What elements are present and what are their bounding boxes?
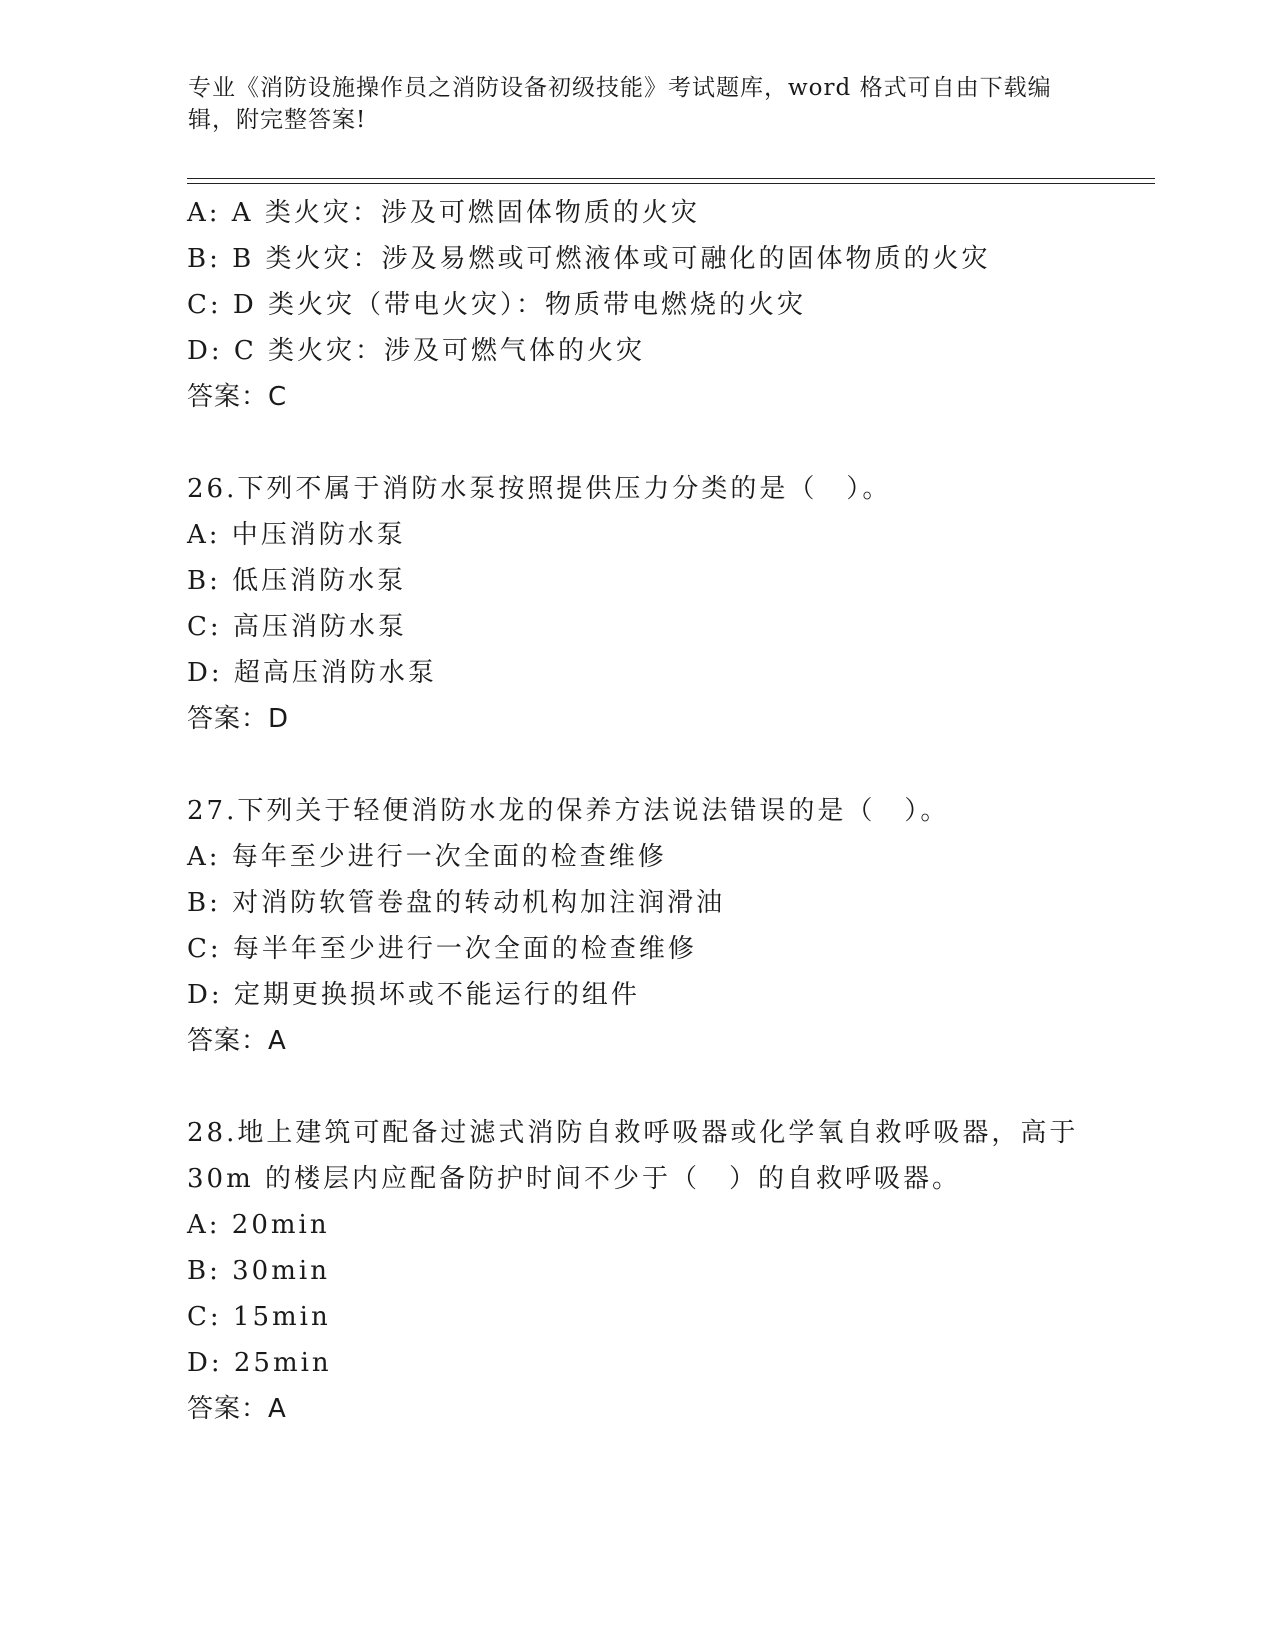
option-c: C: 15min	[187, 1302, 331, 1332]
header-divider-bottom	[187, 183, 1155, 184]
question-stem-line-1: 28.地上建筑可配备过滤式消防自救呼吸器或化学氧自救呼吸器，高于	[187, 1118, 1079, 1148]
option-c: C: 每半年至少进行一次全面的检查维修	[187, 934, 697, 964]
header-divider-top	[187, 178, 1155, 179]
option-d: D: 定期更换损坏或不能运行的组件	[187, 980, 640, 1010]
answer: 答案：A	[187, 1394, 287, 1424]
answer: 答案：A	[187, 1026, 287, 1056]
option-a: A: A 类火灾：涉及可燃固体物质的火灾	[187, 198, 700, 228]
answer: 答案：C	[187, 382, 288, 412]
option-b: B: B 类火灾：涉及易燃或可燃液体或可融化的固体物质的火灾	[187, 244, 991, 274]
question-stem: 27.下列关于轻便消防水龙的保养方法说法错误的是（ ）。	[187, 796, 950, 826]
question-list	[187, 190, 1087, 1432]
question-stem: 26.下列不属于消防水泵按照提供压力分类的是（ ）。	[187, 474, 892, 504]
option-d: D: 超高压消防水泵	[187, 658, 437, 688]
option-b: B: 对消防软管卷盘的转动机构加注润滑油	[187, 888, 726, 918]
question-26	[187, 466, 1087, 742]
option-a: A: 每年至少进行一次全面的检查维修	[187, 842, 667, 872]
option-c: C: 高压消防水泵	[187, 612, 407, 642]
answer: 答案：D	[187, 704, 290, 734]
document-header: 专业《消防设施操作员之消防设备初级技能》考试题库，word 格式可自由下载编辑，附完整答案!	[188, 75, 1052, 133]
question-stem-line-2: 30m 的楼层内应配备防护时间不少于（ ）的自救呼吸器。	[187, 1164, 962, 1194]
option-c: C: D 类火灾（带电火灾）：物质带电燃烧的火灾	[187, 290, 807, 320]
question-27	[187, 788, 1087, 1064]
option-d: D: 25min	[187, 1348, 332, 1378]
option-b: B: 低压消防水泵	[187, 566, 407, 596]
option-b: B: 30min	[187, 1256, 330, 1286]
option-a: A: 20min	[187, 1210, 330, 1240]
question-28	[187, 1110, 1087, 1432]
question-25-continued	[187, 190, 1087, 420]
option-a: A: 中压消防水泵	[187, 520, 406, 550]
option-d: D: C 类火灾：涉及可燃气体的火灾	[187, 336, 646, 366]
